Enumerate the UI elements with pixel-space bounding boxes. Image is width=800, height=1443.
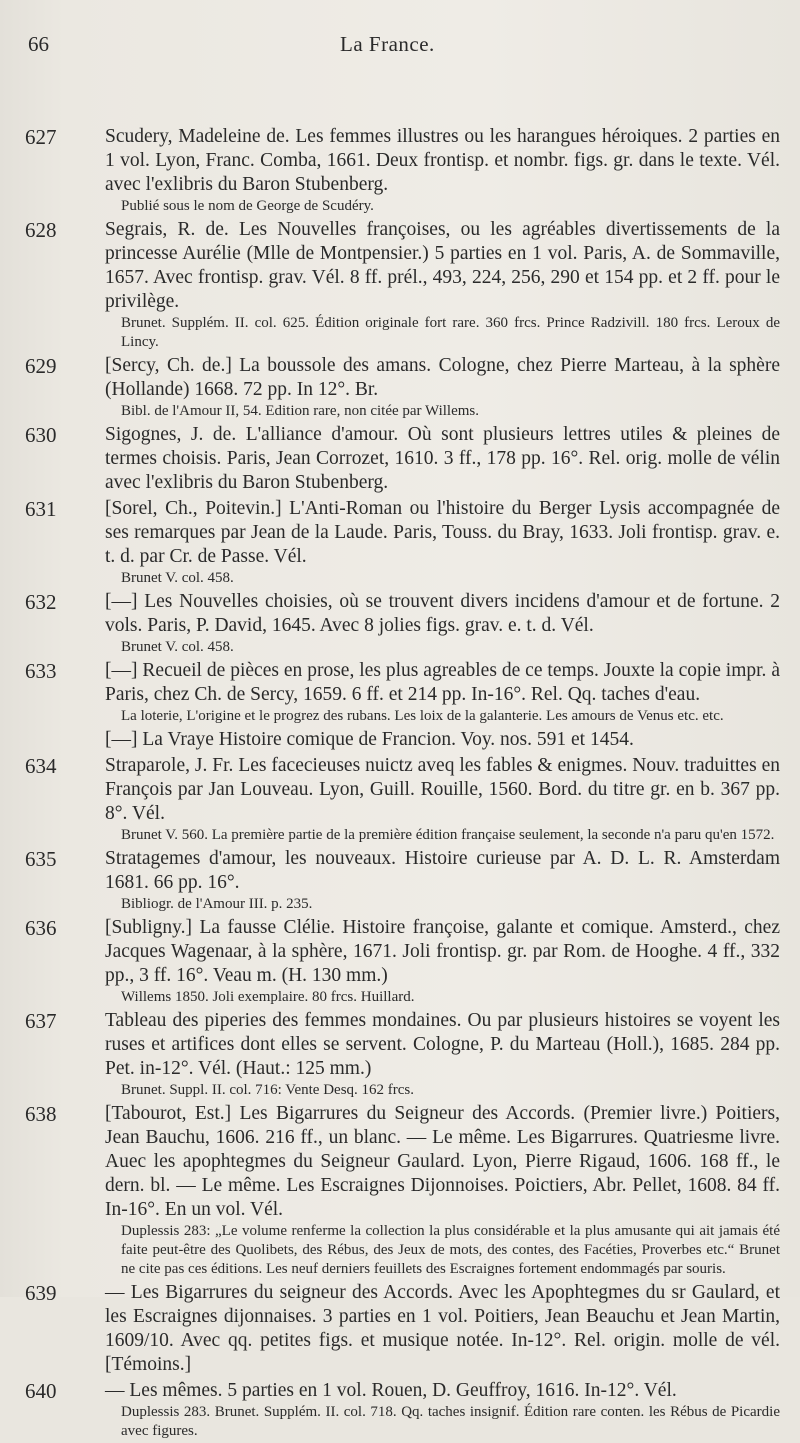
catalog-entry xyxy=(0,728,800,752)
page-number: 66 xyxy=(28,32,49,56)
entry-note: Brunet V. col. 458. xyxy=(121,639,234,655)
entry-description: [Sorel, Ch., Poitevin.] L'Anti-Roman ou l'histoire du Berger Lysis accompagnée de ses remarques par Jean de la Laude. Paris, Touss. du Bray, 1633. Joli frontisp. grav. e. t. d. par Cr. de Passe. Vél. xyxy=(105,498,780,567)
entry-description: Segrais, R. de. Les Nouvelles françoises, ou les agréables divertissements de la princesse Aurélie (Mlle de Montpensier.) 5 parties en 1 vol. Paris, A. de Sommaville, 1657. Avec frontisp. grav. Vél. 8 ff. prél., 493, 224, 256, 290 et 154 pp. et 2 ff. pour le privilège. xyxy=(105,219,780,312)
entry-description: Sigognes, J. de. L'alliance d'amour. Où sont plusieurs lettres utiles & pleines de termes choisis. Paris, Jean Corrozet, 1610. 3 ff., 178 pp. 16°. Rel. orig. molle de vélin avec l'exlibris du Baron Stubenberg. xyxy=(105,424,780,493)
entry-number: 629 xyxy=(25,354,57,378)
entry-number: 628 xyxy=(25,218,57,242)
catalog-entry xyxy=(0,1379,800,1441)
entry-note: Bibl. de l'Amour II, 54. Edition rare, non citée par Willems. xyxy=(121,403,479,419)
entry-description: Tableau des piperies des femmes mondaines. Ou par plusieurs histoires se voyent les ruses et artifices dont elles se servent. Cologne, P. du Marteau (Holl.), 1685. 284 pp. Pet. in-12°. Vél. (Haut.: 125 mm.) xyxy=(105,1010,780,1079)
entry-description: Stratagemes d'amour, les nouveaux. Histoire curieuse par A. D. L. R. Amsterdam 1681. 66 pp. 16°. xyxy=(105,848,780,893)
catalog-entries xyxy=(0,125,800,1443)
entry-note: Brunet V. 560. La première partie de la première édition française seulement, la seconde n'a paru qu'en 1572. xyxy=(121,827,775,843)
entry-number: 632 xyxy=(25,590,57,614)
entry-note: Brunet. Suppl. II. col. 716: Vente Desq. 162 frcs. xyxy=(121,1082,415,1098)
entry-number: 633 xyxy=(25,659,57,683)
entry-description: [Tabourot, Est.] Les Bigarrures du Seigneur des Accords. (Premier livre.) Poitiers, Jean Bauchu, 1606. 216 ff., un blanc. — Le même. Les Bigarrures. Quatriesme livre. Auec les apophtegmes du Seigneur Gaulard. Lyon, Pierre Rigaud, 1606. 168 ff., le dern. bl. — Le même. Les Escraignes Dijonnoises. Poictiers, Abr. Pellet, 1608. 84 ff. In-16°. En un vol. Vél. xyxy=(105,1103,780,1220)
entry-number: 639 xyxy=(25,1281,57,1305)
entry-number: 637 xyxy=(25,1009,57,1033)
entry-description: [—] La Vraye Histoire comique de Francion. Voy. nos. 591 et 1454. xyxy=(105,729,634,750)
running-head: La France. xyxy=(340,32,435,56)
entry-number: 631 xyxy=(25,497,57,521)
entry-note: Brunet. Supplém. II. col. 625. Édition originale fort rare. 360 frcs. Prince Radzivill. 180 frcs. Leroux de Lincy. xyxy=(121,315,780,350)
entry-number: 640 xyxy=(25,1379,57,1403)
entry-note: Duplessis 283. Brunet. Supplém. II. col. 718. Qq. taches insignif. Édition rare conten. les Rébus de Picardie avec figures. xyxy=(121,1404,780,1439)
entry-note: Duplessis 283: „Le volume renferme la collection la plus considérable et la plus amusante qui ait jamais été faite peut-être des Quolibets, des Rébus, des Jeux de mots, des contes, des Facéties, Proverbes etc.“ Brunet ne cite pas ces éditions. Les neuf derniers feuillets des Escraignes fortement endommagés par souris. xyxy=(121,1223,780,1277)
entry-note: Brunet V. col. 458. xyxy=(121,570,234,586)
entry-description: [—] Les Nouvelles choisies, où se trouvent divers incidens d'amour et de fortune. 2 vols. Paris, P. David, 1645. Avec 8 jolies figs. grav. e. t. d. Vél. xyxy=(105,591,780,636)
entry-description: — Les mêmes. 5 parties en 1 vol. Rouen, D. Geuffroy, 1616. In-12°. Vél. xyxy=(105,1380,677,1401)
catalog-entry xyxy=(0,659,800,726)
catalog-entry xyxy=(0,754,800,845)
entry-note: La loterie, L'origine et le progrez des rubans. Les loix de la galanterie. Les amours de Venus etc. etc. xyxy=(121,708,724,724)
entry-number: 635 xyxy=(25,847,57,871)
catalog-entry xyxy=(0,354,800,421)
entry-note: Willems 1850. Joli exemplaire. 80 frcs. Huillard. xyxy=(121,989,415,1005)
entry-number: 627 xyxy=(25,125,57,149)
page-header xyxy=(0,24,800,54)
catalog-entry xyxy=(0,1009,800,1100)
entry-number: 630 xyxy=(25,423,57,447)
entry-description: — Les Bigarrures du seigneur des Accords. Avec les Apophtegmes du sr Gaulard, et les Escraignes dijonnaises. 3 parties en 1 vol. Poitiers, Jean Beauchu et Jean Martin, 1609/10. Avec qq. petites figs. et musique notée. In-12°. Rel. origin. molle de vél. [Témoins.] xyxy=(105,1282,780,1375)
catalog-entry xyxy=(0,847,800,914)
entry-note: Bibliogr. de l'Amour III. p. 235. xyxy=(121,896,313,912)
entry-note: Publié sous le nom de George de Scudéry. xyxy=(121,198,374,214)
entry-description: Scudery, Madeleine de. Les femmes illustres ou les harangues héroiques. 2 parties en 1 vol. Lyon, Franc. Comba, 1661. Deux frontisp. et nombr. figs. gr. dans le texte. Vél. avec l'exlibris du Baron Stubenberg. xyxy=(105,126,780,195)
entry-number: 634 xyxy=(25,754,57,778)
catalog-entry xyxy=(0,423,800,495)
catalog-entry xyxy=(0,125,800,216)
entry-description: [Subligny.] La fausse Clélie. Histoire françoise, galante et comique. Amsterd., chez Jacques Wagenaar, à la sphère, 1671. Joli frontisp. gr. par Rom. de Hooghe. 4 ff., 332 pp., 3 ff. 16°. Veau m. (H. 130 mm.) xyxy=(105,917,780,986)
entry-number: 636 xyxy=(25,916,57,940)
catalog-entry xyxy=(0,1281,800,1377)
catalog-entry xyxy=(0,590,800,657)
catalog-entry xyxy=(0,218,800,352)
entry-description: [—] Recueil de pièces en prose, les plus agreables de ce temps. Jouxte la copie impr. à Paris, chez Ch. de Sercy, 1659. 6 ff. et 214 pp. In-16°. Rel. Qq. taches d'eau. xyxy=(105,660,780,705)
catalog-entry xyxy=(0,497,800,588)
entry-number: 638 xyxy=(25,1102,57,1126)
catalog-entry xyxy=(0,916,800,1007)
entry-description: [Sercy, Ch. de.] La boussole des amans. Cologne, chez Pierre Marteau, à la sphère (Hollande) 1668. 72 pp. In 12°. Br. xyxy=(105,355,780,400)
entry-description: Straparole, J. Fr. Les facecieuses nuictz aveq les fables & enigmes. Nouv. traduittes en François par Jan Louveau. Lyon, Guill. Rouille, 1560. Bord. du titre gr. en b. 367 pp. 8°. Vél. xyxy=(105,755,780,824)
catalog-entry xyxy=(0,1102,800,1279)
